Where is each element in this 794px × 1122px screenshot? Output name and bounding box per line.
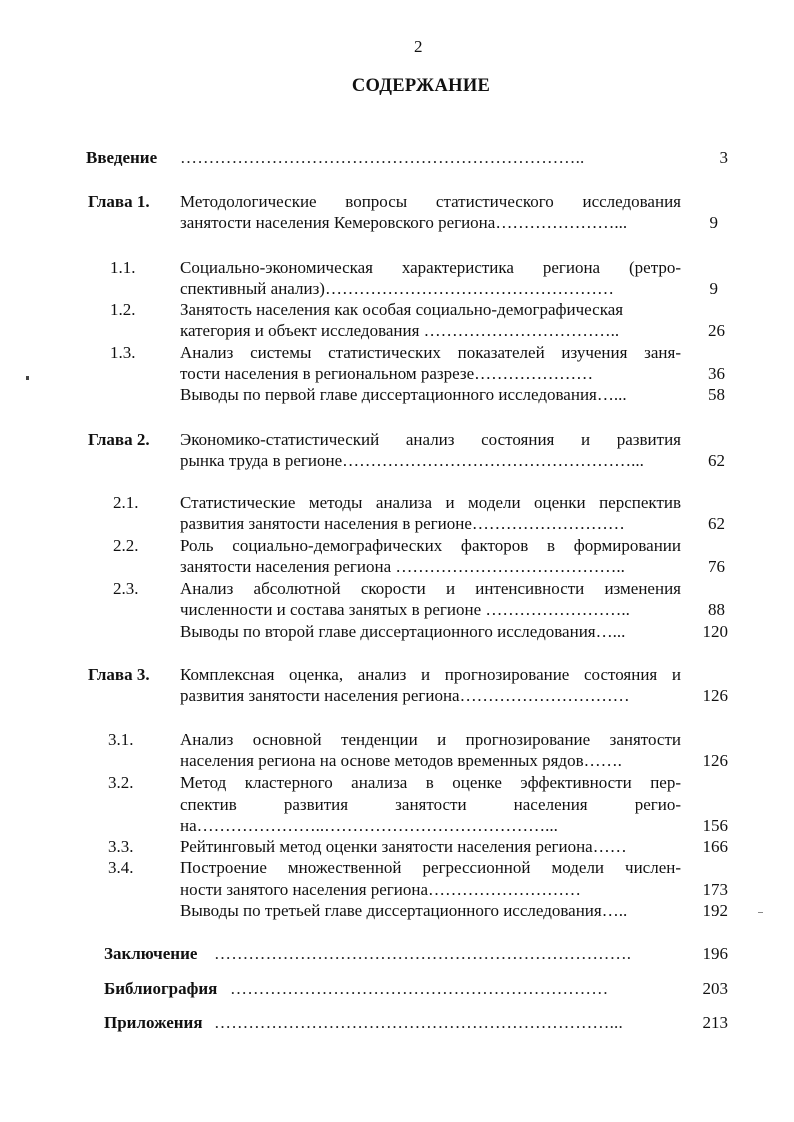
section-title-line1: Анализ основной тенденции и прогнозирование занятости (180, 730, 681, 749)
section-title-line2: ности занятого населения региона……………………… (180, 880, 582, 899)
section-title-line1: Занятость населения как особая социально-демографическая (180, 300, 624, 319)
conclusion-text: Выводы по третьей главе диссертационного исследования….. (180, 901, 628, 920)
section-title-line2: спективный анализ)…………………………………………… (180, 279, 614, 298)
section-number: 3.4. (108, 858, 134, 877)
section-number: 3.3. (108, 837, 134, 856)
section-title-line1: Социально-экономическая характеристика региона (ретро- (180, 258, 681, 277)
conclusion-text: Выводы по второй главе диссертационного исследования…... (180, 622, 626, 641)
section-title-line1: Метод кластерного анализа в оценке эффективности пер- (180, 773, 681, 792)
section-title-line2: развития занятости населения в регионе……………………… (180, 514, 625, 533)
section-title-line1: Роль социально-демографических факторов в формировании (180, 536, 681, 555)
section-number: 2.1. (113, 493, 139, 512)
chapter-label: Глава 3. (88, 665, 150, 684)
end-page: 196 (702, 944, 728, 963)
section-number: 3.1. (108, 730, 134, 749)
conclusion-page: 120 (702, 622, 728, 641)
section-page: 166 (702, 837, 728, 856)
chapter-title-line1: Комплексная оценка, анализ и прогнозирование состояния и (180, 665, 681, 684)
page-title: СОДЕРЖАНИЕ (351, 76, 491, 96)
section-page: 62 (708, 514, 725, 533)
end-page: 203 (702, 979, 728, 998)
end-dots: ……………………………………………………………... (214, 1013, 623, 1032)
chapter-title-line1: Методологические вопросы статистического исследования (180, 192, 681, 211)
intro-page: 3 (719, 148, 728, 167)
section-page: 36 (708, 364, 725, 383)
section-page: 173 (702, 880, 728, 899)
end-label: Заключение (104, 944, 198, 963)
conclusion-page: 58 (708, 385, 725, 404)
end-label: Библиография (104, 979, 218, 998)
chapter-title-line1: Экономико-статистический анализ состояния и развития (180, 430, 681, 449)
end-dots: ………………………………………………………… (230, 979, 609, 998)
intro-dots: …………………………………………………………….. (180, 148, 585, 167)
section-title-line3: на…………………..…………………………………... (180, 816, 558, 835)
section-title-line2: категория и объект исследования …………………………….. (180, 321, 620, 340)
section-title-line1: Рейтинговый метод оценки занятости населения региона…… (180, 837, 627, 856)
section-title-line1: Анализ системы статистических показателей изучения заня- (180, 343, 681, 362)
section-number: 2.2. (113, 536, 139, 555)
chapter-page: 126 (702, 686, 728, 705)
section-page: 126 (702, 751, 728, 770)
section-page: 76 (708, 557, 725, 576)
section-number: 1.3. (110, 343, 136, 362)
chapter-page: 9 (709, 213, 718, 232)
page-number: 2 (414, 37, 423, 56)
intro-label: Введение (86, 148, 158, 167)
section-title-line1: Анализ абсолютной скорости и интенсивности изменения (180, 579, 681, 598)
end-page: 213 (702, 1013, 728, 1032)
section-page: 156 (702, 816, 728, 835)
conclusion-text: Выводы по первой главе диссертационного исследования…... (180, 385, 627, 404)
section-number: 3.2. (108, 773, 134, 792)
section-number: 1.2. (110, 300, 136, 319)
scan-speck (26, 376, 29, 380)
section-title-line2: спектив развития занятости населения регио- (180, 795, 681, 814)
section-title-line2: численности и состава занятых в регионе …………………….. (180, 600, 630, 619)
section-title-line2: населения региона на основе методов временных рядов……. (180, 751, 622, 770)
chapter-label: Глава 2. (88, 430, 150, 449)
chapter-title-line2: занятости населения Кемеровского региона…………………... (180, 213, 628, 232)
section-number: 2.3. (113, 579, 139, 598)
section-title-line2: тости населения в региональном разрезе………………… (180, 364, 594, 383)
end-label: Приложения (104, 1013, 203, 1032)
section-title-line1: Статистические методы анализа и модели оценки перспектив (180, 493, 681, 512)
section-title-line1: Построение множественной регрессионной модели числен- (180, 858, 681, 877)
section-page: 26 (708, 321, 725, 340)
section-title-line2: занятости населения региона ………………………………….. (180, 557, 625, 576)
end-dots: ………………………………………………………………. (214, 944, 632, 963)
section-page: 9 (709, 279, 718, 298)
section-page: 88 (708, 600, 725, 619)
chapter-title-line2: развития занятости населения региона………………………… (180, 686, 630, 705)
chapter-label: Глава 1. (88, 192, 150, 211)
scan-speck (758, 912, 763, 913)
conclusion-page: 192 (702, 901, 728, 920)
chapter-title-line2: рынка труда в регионе……………………………………………... (180, 451, 644, 470)
section-number: 1.1. (110, 258, 136, 277)
chapter-page: 62 (708, 451, 725, 470)
